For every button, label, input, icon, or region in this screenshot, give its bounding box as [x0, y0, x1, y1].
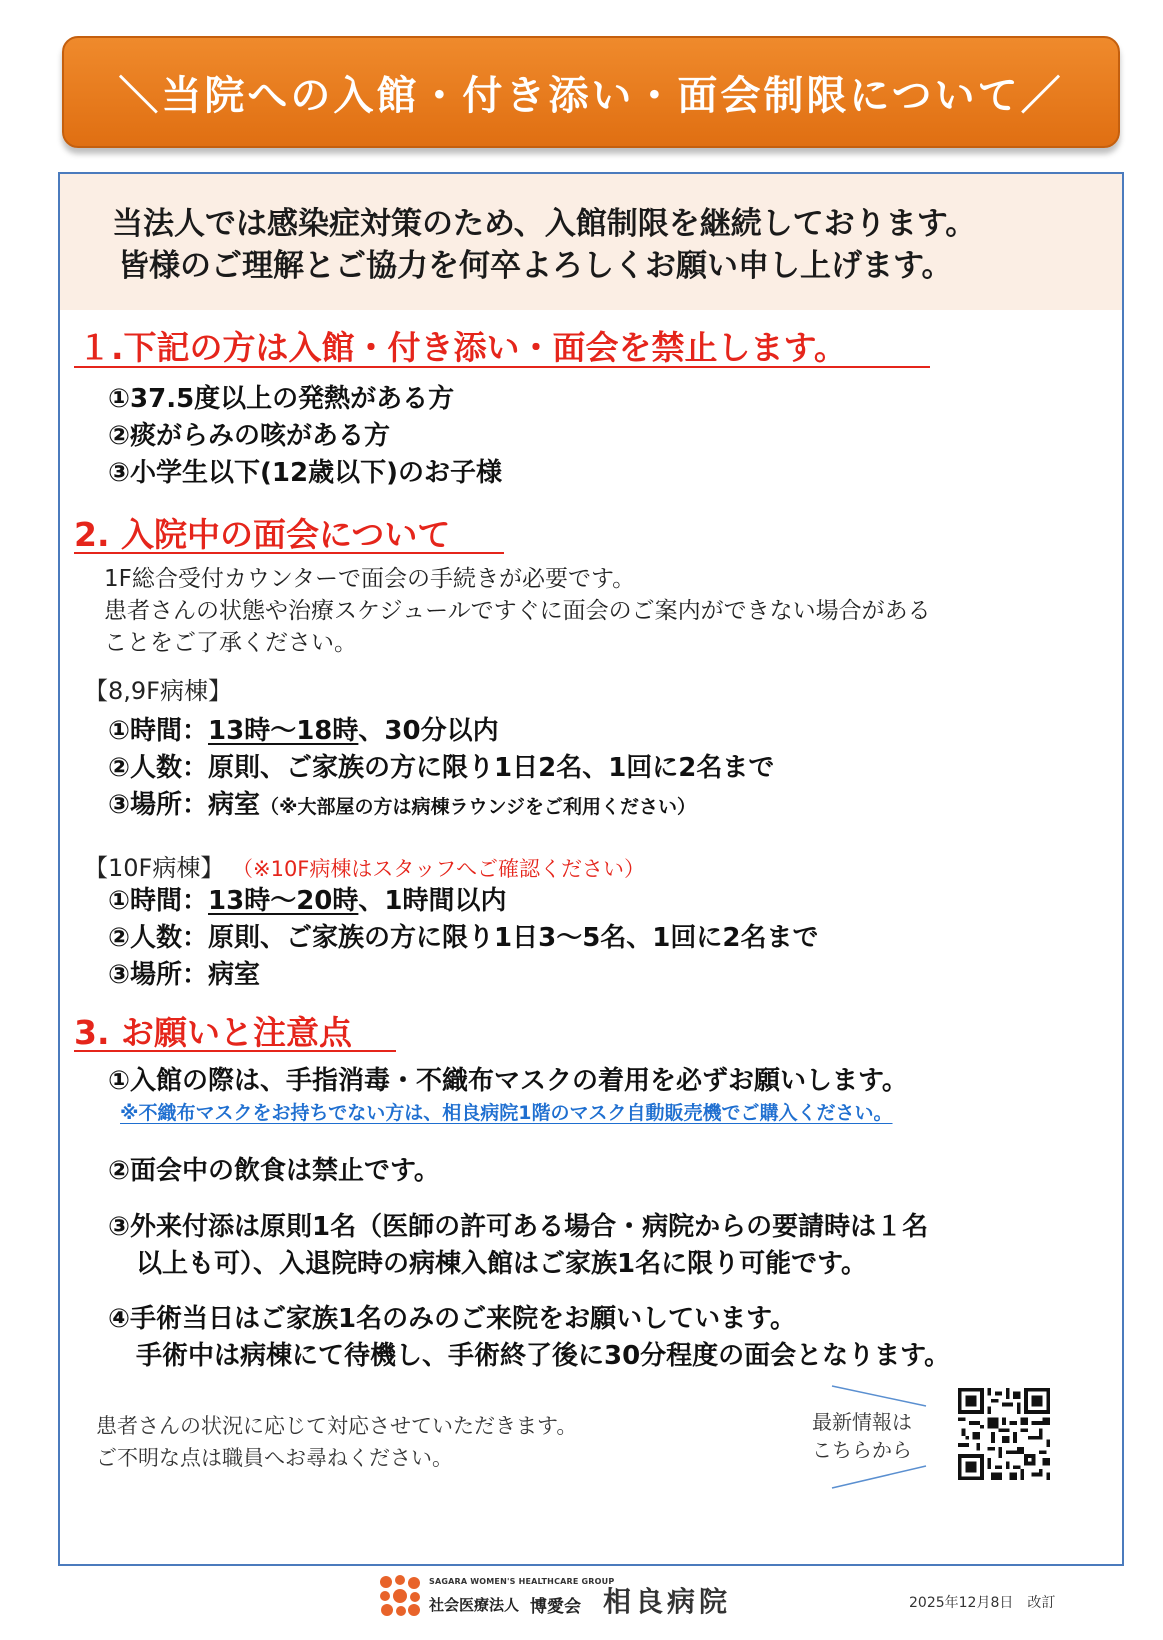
section-3-item-4-line-2: 手術中は病棟にて待機し、手術終了後に30分程度の面会となります。 [136, 1341, 951, 1371]
ward-10-note: （※10F病棟はスタッフへご確認ください） [231, 857, 645, 881]
page-title: ＼当院への入館・付き添い・面会制限について／ [118, 72, 1064, 119]
ward-10-people: ②人数：原則、ご家族の方に限り1日3～5名、1回に2名まで [108, 923, 819, 953]
ward-89-time-hours: 13時～18時 [208, 716, 359, 746]
intro-line-1: 当法人では感染症対策のため、入館制限を継続しております。 [112, 206, 977, 242]
ward-89-people: ②人数：原則、ご家族の方に限り1日2名、1回に2名まで [108, 753, 775, 783]
ward-89-time: ①時間：13時～18時、30分以内 [108, 716, 499, 746]
section-3-item-3-line-1: ③外来付添は原則1名（医師の許可ある場合・病院からの要請時は１名 [108, 1212, 929, 1242]
ward-10-label: 【10F病棟】 （※10F病棟はスタッフへご確認ください） [84, 854, 645, 882]
org-group-en: SAGARA WOMEN'S HEALTHCARE GROUP [429, 1577, 615, 1586]
section-2-heading: 2. 入院中の面会について [74, 515, 451, 554]
footer-line-2: ご不明な点は職員へお尋ねください。 [96, 1446, 453, 1470]
org-corp-type: 社会医療法人 [429, 1596, 520, 1614]
hospital-name: 相良病院 [603, 1585, 732, 1618]
section-2-text-1: 1F総合受付カウンターで面会の手続きが必要です。 [104, 566, 636, 592]
section-2-text-2: 患者さんの状態や治療スケジュールですぐに面会のご案内ができない場合がある [104, 598, 931, 624]
section-1-underline [74, 366, 930, 368]
section-3-heading: 3. お願いと注意点 [74, 1013, 352, 1052]
section-3-underline [74, 1050, 396, 1052]
section-1-item-3: ③小学生以下(12歳以下)のお子様 [108, 458, 502, 488]
mask-purchase-note: ※不織布マスクをお持ちでない方は、相良病院1階のマスク自動販売機でご購入ください。 [120, 1102, 893, 1124]
ward-89-place: ③場所：病室（※大部屋の方は病棟ラウンジをご利用ください） [108, 790, 697, 820]
revision-date: 2025年12月8日 改訂 [909, 1595, 1056, 1611]
section-2-text-3: ことをご了承ください。 [104, 630, 357, 656]
ward-10-place: ③場所：病室 [108, 960, 261, 990]
title-banner [62, 36, 1120, 148]
section-3-item-4-line-1: ④手術当日はご家族1名のみのご来院をお願いしています。 [108, 1304, 797, 1334]
section-3-item-3-line-2: 以上も可）、入退院時の病棟入館はご家族1名に限り可能です。 [136, 1249, 868, 1279]
hospital-logo-icon [378, 1574, 422, 1618]
section-1-item-1: ①37.5度以上の発熱がある方 [108, 384, 455, 414]
org-foundation: 博愛会 [530, 1597, 581, 1617]
notice-frame [58, 172, 1124, 1566]
ward-10-time-hours: 13時～20時 [208, 886, 359, 916]
ward-89-place-note: （※大部屋の方は病棟ラウンジをご利用ください） [260, 796, 697, 818]
section-1-heading: １.下記の方は入館・付き添い・面会を禁止します。 [78, 328, 847, 367]
footer-line-1: 患者さんの状況に応じて対応させていただきます。 [96, 1414, 578, 1438]
section-3-item-1: ①入館の際は、手指消毒・不織布マスクの着用を必ずお願いします。 [108, 1066, 908, 1096]
qr-caption: 最新情報は こちらから [812, 1410, 912, 1462]
section-1-item-2: ②痰がらみの咳がある方 [108, 421, 391, 451]
section-3-item-2: ②面会中の飲食は禁止です。 [108, 1156, 440, 1186]
section-2-underline [74, 552, 504, 554]
ward-89-label: 【8,9F病棟】 [84, 677, 232, 705]
intro-line-2: 皆様のご理解とご協力を何卒よろしくお願い申し上げます。 [118, 248, 953, 284]
qr-code[interactable] [958, 1388, 1050, 1480]
ward-10-time: ①時間：13時～20時、1時間以内 [108, 886, 507, 916]
intro-box [60, 174, 1122, 310]
